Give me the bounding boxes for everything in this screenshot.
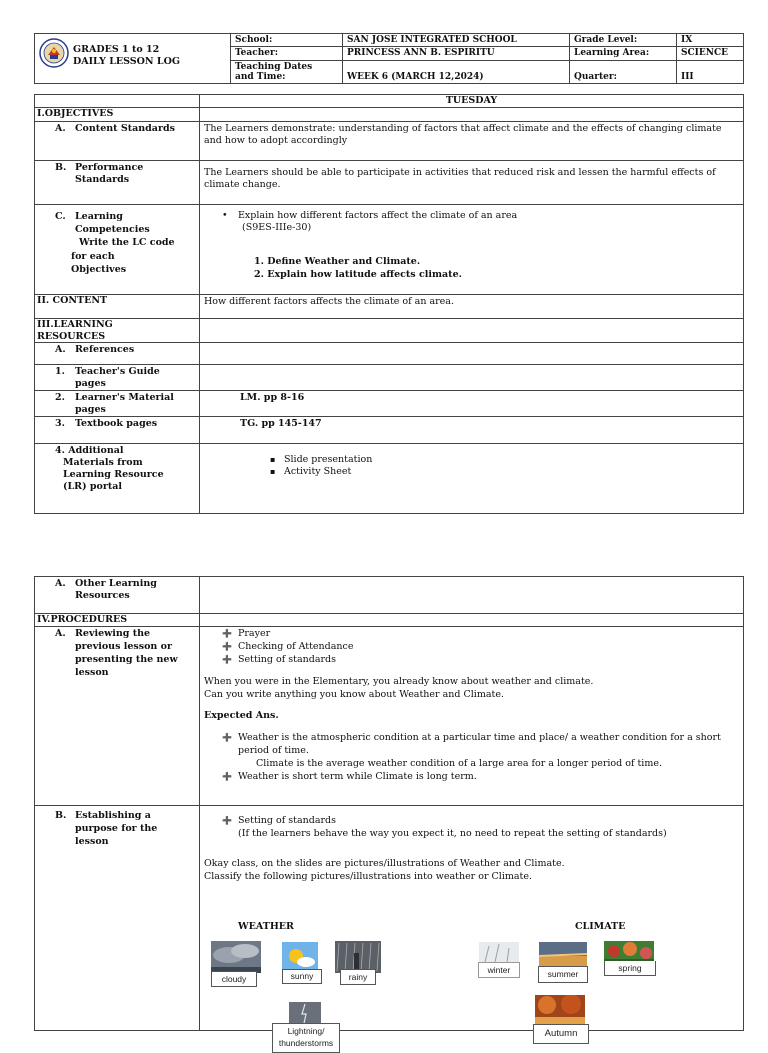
dll-title (73, 44, 180, 69)
lc-bullet-text: Explain how different factors affect the climate of an area (238, 209, 518, 221)
a-ans-1b: period of time. (238, 745, 309, 757)
tg-num: 1. (55, 366, 65, 378)
add-item-1: Slide presentation (284, 454, 373, 465)
quarter-value: III (677, 60, 744, 84)
lc-label-line3: Write the LC code (79, 237, 175, 249)
lesson-table-page2 (34, 576, 744, 1049)
tb-num: 3. (55, 418, 65, 429)
school-value: SAN JOSE INTEGRATED SCHOOL (343, 34, 570, 47)
lightning-label (272, 1023, 340, 1053)
learning-resources-heading-line2: RESOURCES (37, 330, 106, 342)
dates-label-line2: and Time: (235, 72, 286, 83)
a-item-1: Prayer (238, 628, 271, 640)
dll-title-line1: GRADES 1 to 12 (73, 44, 160, 55)
dates-label (231, 60, 343, 84)
school-label: School: (231, 34, 343, 47)
b-label-line3: lesson (75, 835, 109, 847)
arrow-bullet-icon: ➕ (222, 816, 232, 826)
reviewing-value (200, 627, 744, 806)
lm-label-line2: pages (75, 403, 106, 415)
arrow-bullet-icon: ➕ (222, 629, 232, 639)
performance-standards-line2: Standards (75, 174, 130, 186)
header-table (34, 33, 744, 84)
performance-standards-line1: Performance (75, 161, 144, 173)
dll-title-line2: DAILY LESSON LOG (73, 56, 180, 68)
a-para-1: When you were in the Elementary, you already know about weather and climate. (204, 675, 594, 687)
lc-label-line2: Competencies (75, 223, 150, 235)
spring-label: spring (604, 961, 656, 976)
a-label-line2: previous lesson or (75, 641, 172, 653)
content-standards-value: The Learners demonstrate: understanding of factors that affect climate and the effects of changing climate and how to adopt accordingly (200, 121, 744, 160)
dates-value: WEEK 6 (MARCH 12,2024) (343, 60, 570, 84)
learning-competencies-value (200, 204, 744, 294)
lc-label-line5: Objectives (71, 263, 127, 275)
teacher-label: Teacher: (231, 47, 343, 60)
lc-bullet-dot (204, 210, 238, 221)
lc-label-line1: Learning (75, 210, 123, 222)
content-standards-letter: A. (55, 122, 66, 134)
other-label-line2: Resources (75, 590, 130, 602)
tg-label-line1: Teacher's Guide (75, 366, 160, 378)
add-num: 4. (55, 445, 65, 456)
content-standards-label (35, 121, 200, 160)
tb-value: TG. pp 145-147 (200, 417, 744, 444)
references-letter: A. (55, 344, 66, 356)
summer-label: summer (538, 966, 588, 983)
a-item-2: Checking of Attendance (238, 641, 354, 653)
establishing-value (200, 806, 744, 1049)
content-heading: II. CONTENT (35, 294, 200, 318)
other-label-line1: Other Learning (75, 578, 157, 589)
lc-objective-2: 2. Explain how latitude affects climate. (254, 268, 462, 280)
deped-seal-icon (39, 38, 69, 68)
autumn-label: Autumn (533, 1024, 589, 1044)
cloudy-photo (211, 941, 261, 973)
winter-label: winter (478, 962, 520, 978)
learners-material-label (35, 391, 200, 417)
lesson-table-page1 (34, 94, 744, 514)
tb-label: Textbook pages (75, 418, 158, 429)
lm-value: LM. pp 8-16 (200, 391, 744, 417)
dates-label-line1: Teaching Dates (235, 61, 313, 72)
a-item-3: Setting of standards (238, 653, 336, 665)
references-text: References (75, 344, 135, 356)
textbook-label (35, 417, 200, 444)
b-para-1: Okay class, on the slides are pictures/illustrations of Weather and Climate. (204, 857, 565, 869)
references-label (35, 343, 200, 365)
other-letter: A. (55, 578, 66, 589)
winter-photo (479, 942, 519, 964)
add-item-bullet (204, 454, 284, 465)
add-label-line2: Materials from (63, 456, 143, 468)
a-label-line4: lesson (75, 666, 109, 678)
other-resources-label (35, 577, 200, 614)
grade-value: IX (677, 34, 744, 47)
b-para-2: Classify the following pictures/illustrations into weather or Climate. (204, 870, 533, 882)
lc-label-line4: for each (71, 250, 115, 262)
arrow-bullet-icon: ➕ (222, 771, 232, 781)
arrow-bullet-icon: ➕ (222, 642, 232, 652)
a-expected: Expected Ans. (204, 710, 279, 722)
teachers-guide-label (35, 365, 200, 391)
performance-standards-label (35, 160, 200, 204)
teacher-value: PRINCESS ANN B. ESPIRITU (343, 47, 570, 60)
tg-label-line2: pages (75, 377, 106, 389)
b-item: Setting of standards (238, 815, 336, 827)
cloudy-label: cloudy (211, 971, 257, 987)
establishing-label (35, 806, 200, 1031)
content-text: How different factors affects the climate of an area. (200, 294, 744, 318)
add-item-2: Activity Sheet (284, 466, 352, 478)
learning-competencies-label (35, 204, 200, 294)
header-logo-cell (35, 34, 231, 84)
lightning-label-line1: Lightning/ (287, 1026, 325, 1037)
additional-materials-value (200, 444, 744, 514)
arrow-bullet-icon: ➕ (222, 654, 232, 664)
area-value: SCIENCE (677, 47, 744, 60)
a-para-2: Can you write anything you know about Weather and Climate. (204, 688, 504, 700)
performance-standards-letter: B. (55, 161, 67, 173)
learning-competencies-letter: C. (55, 210, 66, 222)
objectives-heading: I.OBJECTIVES (35, 108, 200, 121)
b-label-line1: Establishing a (75, 810, 151, 822)
a-ans-2: Weather is short term while Climate is long term. (238, 770, 477, 782)
lm-label-line1: Learner's Material (75, 392, 174, 404)
add-label-line1 (55, 445, 195, 457)
add-label-line4: (LR) portal (63, 480, 123, 492)
add-label-line1-text: Additional (68, 445, 124, 456)
arrow-bullet-icon: ➕ (222, 733, 232, 743)
summer-photo (539, 942, 587, 968)
content-standards-text: Content Standards (75, 122, 175, 134)
day-heading: TUESDAY (200, 95, 744, 108)
additional-materials-label (35, 444, 200, 514)
quarter-label: Quarter: (570, 60, 677, 84)
area-label: Learning Area: (570, 47, 677, 60)
lc-code: (S9ES-IIIe-30) (242, 222, 312, 234)
lightning-label-line2: thunderstorms (278, 1038, 334, 1049)
rainy-label: rainy (340, 969, 376, 985)
weather-heading: WEATHER (238, 921, 294, 933)
add-item-bullet (204, 466, 284, 477)
reviewing-label (35, 627, 200, 806)
b-note: (If the learners behave the way you expect it, no need to repeat the setting of standards) (238, 828, 667, 840)
performance-standards-value: The Learners should be able to participate in activities that reduced risk and lessen the harmful effects of climate change. (200, 160, 744, 204)
b-label-line2: purpose for the (75, 823, 158, 835)
a-label-line3: presenting the new (75, 653, 178, 665)
a-ans-1a: Weather is the atmospheric condition at a particular time and place/ a weather condition for a short (238, 732, 721, 744)
grade-label: Grade Level: (570, 34, 677, 47)
a-ans-1c: Climate is the average weather condition of a large area for a longer period of time. (256, 757, 662, 769)
climate-heading: CLIMATE (575, 921, 626, 933)
a-letter: A. (55, 628, 66, 640)
b-letter: B. (55, 810, 67, 822)
sunny-label: sunny (282, 969, 322, 984)
learning-resources-heading (35, 318, 200, 343)
a-label-line1: Reviewing the (75, 628, 151, 640)
add-label-line3: Learning Resource (63, 468, 164, 480)
lc-objective-1: 1. Define Weather and Climate. (254, 256, 421, 268)
learning-resources-heading-line1: III.LEARNING (37, 318, 113, 330)
autumn-photo (535, 995, 585, 1025)
procedures-heading: IV.PROCEDURES (35, 614, 200, 627)
lm-num: 2. (55, 392, 65, 404)
